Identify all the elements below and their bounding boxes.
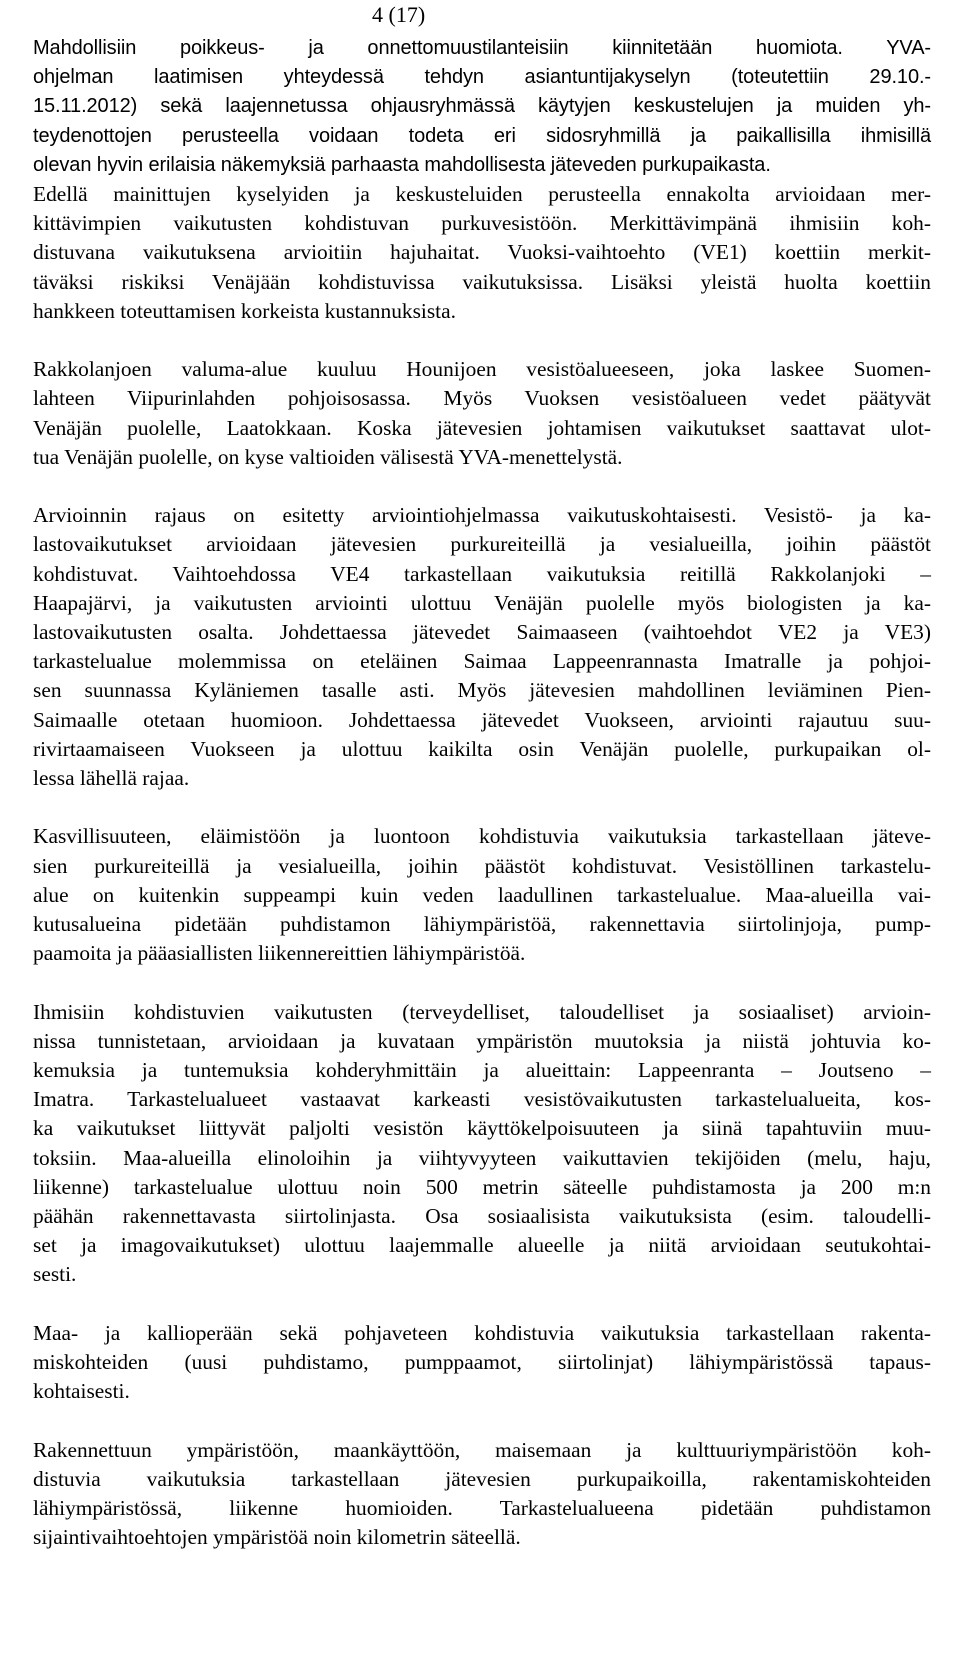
paragraph-line: distuvia vaikutuksia tarkastellaan jätevesien purkupaikoilla, rakentamiskohteiden (33, 1466, 931, 1491)
paragraph-line: olevan hyvin erilaisia näkemyksiä parhaasta mahdollisesta jäteveden purkupaikasta. (33, 153, 771, 176)
paragraph-line: sien purkureiteillä ja vesialueilla, joihin päästöt kohdistuvat. Vesistöllinen tarkastelu- (33, 853, 931, 878)
paragraph-line: toksiin. Maa-alueilla elinoloihin ja viihtyvyyteen vaikuttavien tekijöiden (melu, haju, (33, 1145, 931, 1170)
paragraph-line: Arvioinnin rajaus on esitetty arviointiohjelmassa vaikutuskohtaisesti. Vesistö- ja ka- (33, 503, 931, 528)
paragraph-line: miskohteiden (uusi puhdistamo, pumppaamot, siirtolinjat) lähiympäristössä tapaus- (33, 1350, 931, 1375)
paragraph-line: Kasvillisuuteen, eläimistöön ja luontoon kohdistuvia vaikutuksia tarkastellaan jäteve- (33, 824, 931, 849)
paragraph-4 (33, 822, 933, 968)
paragraph-line: Ihmisiin kohdistuvien vaikutusten (terveydelliset, taloudelliset ja sosiaaliset) arvioin- (33, 999, 931, 1024)
paragraph-line: tua Venäjän puolelle, on kyse valtioiden välisestä YVA-menettelystä. (33, 444, 623, 469)
paragraph-line: kutusalueina pidetään puhdistamon lähiympäristöä, rakennettavia siirtolinjoja, pump- (33, 912, 931, 937)
paragraph-line: tarkastelualue molemmissa on eteläinen Saimaa Lappeenrannasta Imatralle ja pohjoi- (33, 649, 931, 674)
paragraph-line: Maa- ja kallioperään sekä pohjaveteen kohdistuvia vaikutuksia tarkastellaan rakenta- (33, 1320, 931, 1345)
paragraph-line: Venäjän puolelle, Laatokkaan. Koska jätevesien johtamisen vaikutukset saattavat ulot- (33, 415, 931, 440)
paragraph-6 (33, 1319, 933, 1407)
paragraph-line: nissa tunnistetaan, arvioidaan ja kuvataan ympäristön muutoksia ja niistä johtuvia ko- (33, 1028, 931, 1053)
page-number: 4 (17) (372, 2, 426, 27)
paragraph-3 (33, 501, 933, 793)
paragraph-line: ohjelman laatimisen yhteydessä tehdyn asiantuntijakyselyn (toteutettiin 29.10.- (33, 66, 931, 89)
paragraph-line: distuvana vaikutuksena arvioitiin hajuhaitat. Vuoksi-vaihtoehto (VE1) koettiin merkit- (33, 240, 931, 265)
paragraph-line: sesti. (33, 1262, 77, 1287)
paragraph-line: rivirtaamaiseen Vuokseen ja ulottuu kaikilta osin Venäjän puolelle, purkupaikan ol- (33, 736, 931, 761)
paragraph-7 (33, 1436, 933, 1553)
paragraph-line: Rakkolanjoen valuma-alue kuuluu Hounijoen vesistöalueeseen, joka laskee Suomen- (33, 357, 931, 382)
paragraph-line: kohdistuvat. Vaihtoehdossa VE4 tarkastellaan vaikutuksia reitillä Rakkolanjoki – (33, 561, 931, 586)
paragraph-5 (33, 998, 933, 1290)
paragraph-line: kittävimpien vaikutusten kohdistuvan purkuvesistöön. Merkittävimpänä ihmisiin koh- (33, 211, 931, 236)
paragraph-line: Mahdollisiin poikkeus- ja onnettomuustilanteisiin kiinnitetään huomiota. YVA- (33, 37, 931, 59)
paragraph-2 (33, 355, 933, 472)
paragraph-1 (33, 34, 933, 326)
paragraph-line: Saimaalle otetaan huomioon. Johdettaessa jätevedet Vuokseen, arviointi rajautuu suu- (33, 707, 931, 732)
paragraph-line: päähän rakennettavasta siirtolinjasta. Osa sosiaalisista vaikutuksista (esim. taloudelli- (33, 1204, 931, 1229)
paragraph-line: Imatra. Tarkastelualueet vastaavat karkeasti vesistövaikutusten tarkastelualueita, kos- (33, 1087, 931, 1112)
paragraph-line: lastovaikutukset arvioidaan jätevesien purkureiteillä ja vesialueilla, joihin päästöt (33, 532, 931, 557)
paragraph-line: Edellä mainittujen kyselyiden ja keskusteluiden perusteella ennakolta arvioidaan mer- (33, 182, 931, 207)
paragraph-line: 15.11.2012) sekä laajennetussa ohjausryhmässä käytyjen keskustelujen ja muiden yh- (33, 95, 931, 118)
document-body (33, 34, 933, 1582)
paragraph-line: liikenne) tarkastelualue ulottuu noin 500 metrin säteelle puhdistamosta ja 200 m:n (33, 1174, 931, 1199)
paragraph-line: kemuksia ja tuntemuksia kohderyhmittäin ja alueittain: Lappeenranta – Joutseno – (33, 1058, 931, 1083)
paragraph-line: lahteen Viipurinlahden pohjoisosassa. Myös Vuoksen vesistöalueen vedet päätyvät (33, 386, 931, 411)
paragraph-line: sijaintivaihtoehtojen ympäristöä noin kilometrin säteellä. (33, 1525, 521, 1550)
paragraph-line: ka vaikutukset liittyvät paljolti vesistön käyttökelpoisuuteen ja siinä tapahtuviin muu- (33, 1116, 931, 1141)
paragraph-line: paamoita ja pääasiallisten liikennereittien lähiympäristöä. (33, 941, 526, 966)
paragraph-line: Haapajärvi, ja vaikutusten arviointi ulottuu Venäjän puolelle myös biologisten ja ka- (33, 590, 931, 615)
paragraph-line: täväksi riskiksi Venäjään kohdistuvissa vaikutuksissa. Lisäksi yleistä huolta koettiin (33, 269, 931, 294)
paragraph-line: Rakennettuun ympäristöön, maankäyttöön, maisemaan ja kulttuuriympäristöön koh- (33, 1437, 931, 1462)
paragraph-line: lastovaikutusten osalta. Johdettaessa jätevedet Saimaaseen (vaihtoehdot VE2 ja VE3) (33, 620, 931, 645)
paragraph-line: sen suunnassa Kyläniemen tasalle asti. Myös jätevesien mahdollinen leviäminen Pien- (33, 678, 931, 703)
paragraph-line: hankkeen toteuttamisen korkeista kustannuksista. (33, 298, 456, 323)
paragraph-line: alue on kuitenkin suppeampi kuin veden laadullinen tarkastelualue. Maa-alueilla vai- (33, 882, 931, 907)
paragraph-line: lessa lähellä rajaa. (33, 766, 190, 791)
paragraph-line: lähiympäristössä, liikenne huomioiden. Tarkastelualueena pidetään puhdistamon (33, 1496, 931, 1521)
paragraph-line: teydenottojen perusteella voidaan todeta eri sidosryhmillä ja paikallisilla ihmisillä (33, 124, 931, 147)
paragraph-line: kohtaisesti. (33, 1379, 130, 1404)
paragraph-line: set ja imagovaikutukset) ulottuu laajemmalle alueelle ja niitä arvioidaan seutukohtai- (33, 1233, 931, 1258)
